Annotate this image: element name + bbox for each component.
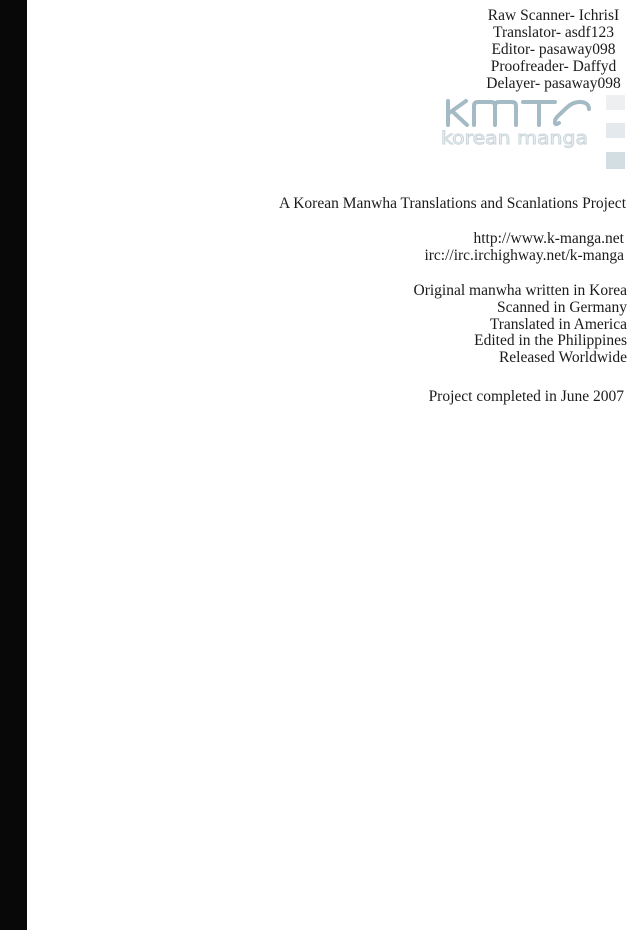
- page-scan-edge-bar: [0, 0, 27, 930]
- provenance-line-scanned: Scanned in Germany: [497, 298, 627, 316]
- provenance-line-edited: Edited in the Philippines: [474, 332, 627, 350]
- kmts-logo-subtitle: korean manga: [441, 129, 588, 149]
- credit-line-proofreader: Proofreader- Daffyd: [490, 58, 617, 75]
- kmts-logo-graphic: [441, 97, 593, 153]
- provenance-line-written: Original manwha written in Korea: [413, 282, 627, 299]
- credit-line-raw-scanner: Raw Scanner- IchrisI: [487, 7, 620, 24]
- project-heading: A Korean Manwha Translations and Scanlations Project: [279, 195, 626, 212]
- website-url: http://www.k-manga.net: [473, 230, 624, 247]
- credit-line-translator: Translator- asdf123: [493, 24, 614, 41]
- kmts-logo: [441, 97, 593, 153]
- completion-note: Project completed in June 2007: [428, 388, 624, 405]
- deco-square-1: [606, 95, 625, 110]
- irc-url: irc://irc.irchighway.net/k-manga: [424, 246, 624, 264]
- provenance-line-translated: Translated in America: [489, 315, 627, 333]
- provenance-list: [414, 283, 628, 367]
- staff-credits: [453, 7, 640, 92]
- provenance-line-released: Released Worldwide: [498, 349, 627, 367]
- credit-line-delayer: Delayer- pasaway098: [486, 75, 621, 92]
- kmts-logo-letters: [448, 101, 589, 125]
- deco-square-2: [606, 123, 625, 138]
- credit-line-editor: Editor- pasaway098: [491, 41, 616, 58]
- project-links: [424, 231, 624, 265]
- deco-square-3: [606, 152, 625, 169]
